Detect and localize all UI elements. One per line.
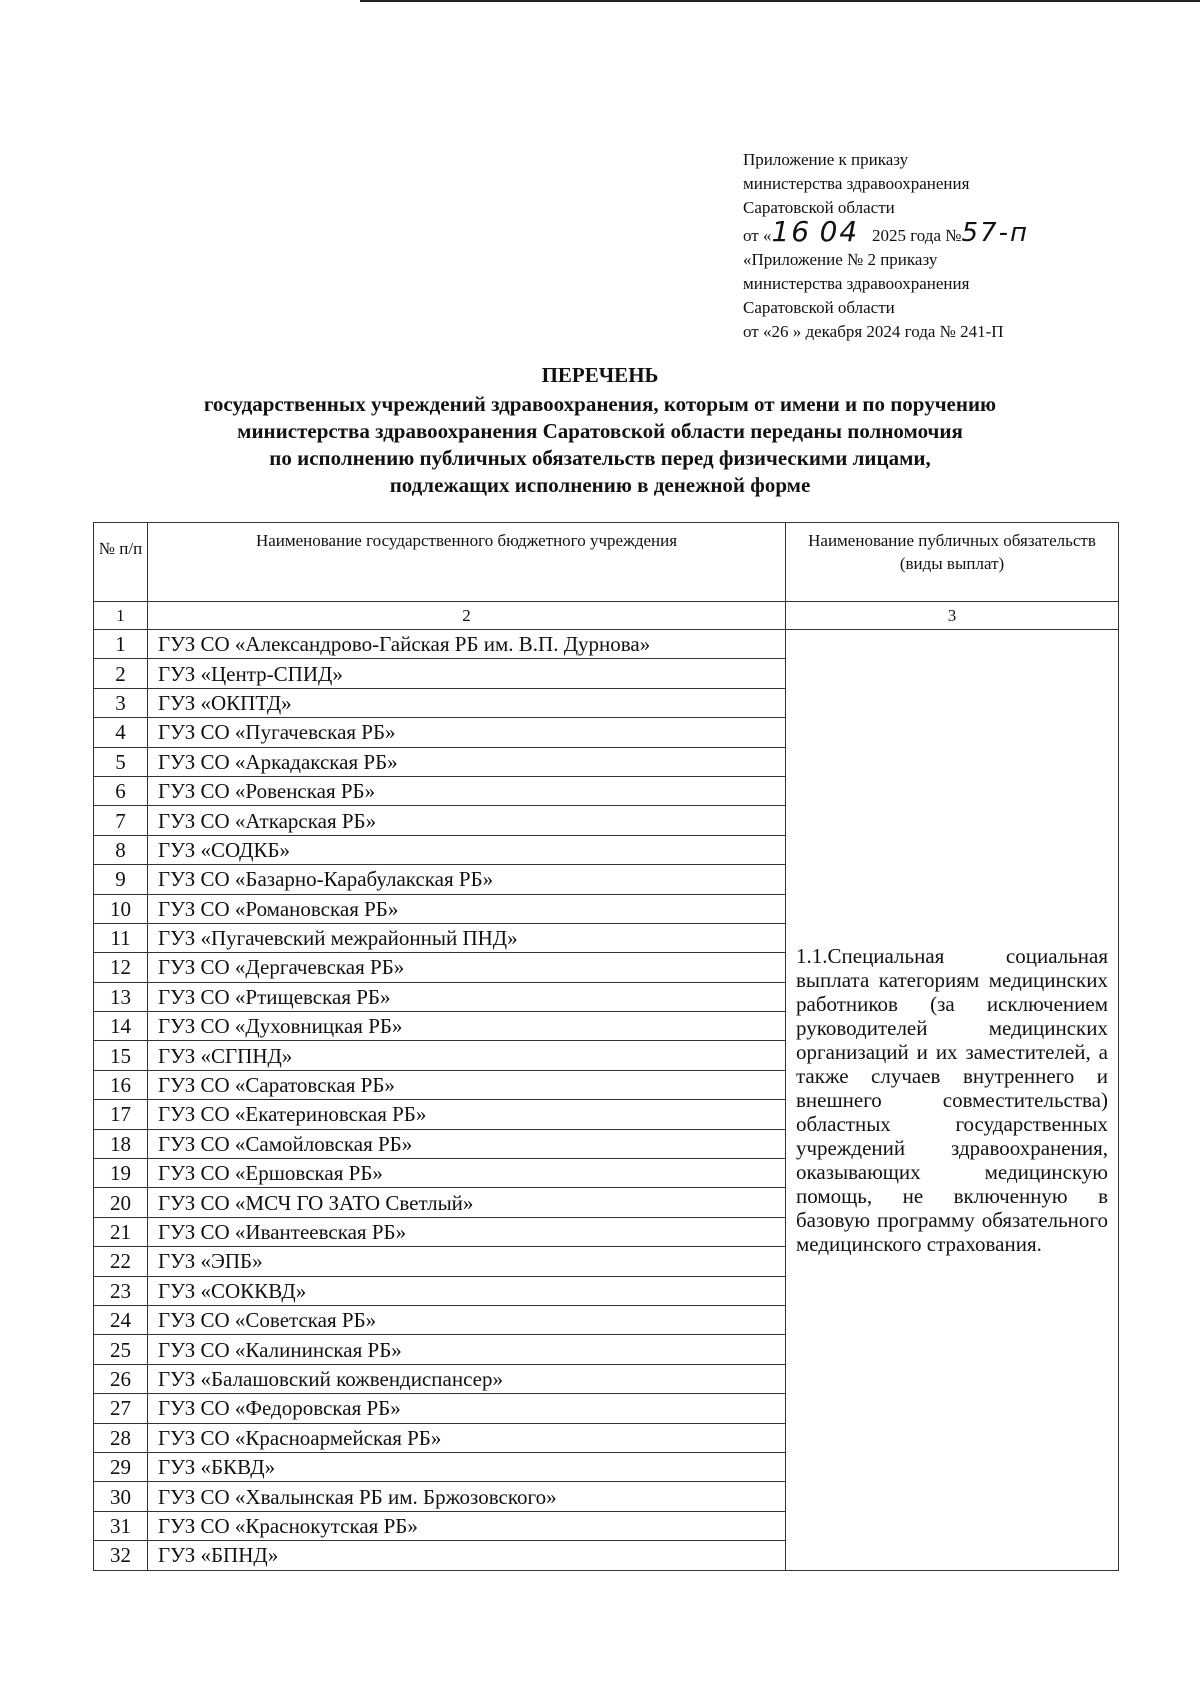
row-number: 26 bbox=[94, 1364, 148, 1393]
institution-name: ГУЗ СО «Ивантеевская РБ» bbox=[148, 1217, 786, 1246]
column-index: 3 bbox=[786, 602, 1119, 630]
obligation-description: 1.1.Специальная социальная выплата категориям медицинских работников (за исключением руководителей медицинских организаций и их заместителей, а также случаев внутреннего и внешнего совместительства) областных государственных учреждений здравоохранения, оказывающих медицинскую помощь, не включенную в базовую программу обязательного медицинского страхования. bbox=[786, 630, 1119, 1571]
row-number: 16 bbox=[94, 1070, 148, 1099]
institution-name: ГУЗ СО «Самойловская РБ» bbox=[148, 1129, 786, 1158]
institution-name: ГУЗ «БПНД» bbox=[148, 1541, 786, 1570]
institution-name: ГУЗ СО «Екатериновская РБ» bbox=[148, 1100, 786, 1129]
institution-name: ГУЗ «Балашовский кожвендиспансер» bbox=[148, 1364, 786, 1393]
row-number: 7 bbox=[94, 806, 148, 835]
date-prefix: от « bbox=[743, 226, 772, 245]
row-number: 9 bbox=[94, 865, 148, 894]
header-obligations: Наименование публичных обязательств (виды выплат) bbox=[786, 523, 1119, 602]
institution-name: ГУЗ СО «Аткарская РБ» bbox=[148, 806, 786, 835]
row-number: 23 bbox=[94, 1276, 148, 1305]
header-line: министерства здравоохранения bbox=[743, 274, 970, 293]
institution-name: ГУЗ СО «Ртищевская РБ» bbox=[148, 982, 786, 1011]
header-line: «Приложение № 2 приказу bbox=[743, 250, 938, 269]
table-row bbox=[94, 630, 1119, 659]
institution-name: ГУЗ СО «Саратовская РБ» bbox=[148, 1070, 786, 1099]
institution-name: ГУЗ «БКВД» bbox=[148, 1452, 786, 1481]
title-line: государственных учреждений здравоохранения, которым от имени и по поручению bbox=[203, 392, 997, 416]
row-number: 13 bbox=[94, 982, 148, 1011]
header-line: Саратовской области bbox=[743, 198, 895, 217]
row-number: 19 bbox=[94, 1159, 148, 1188]
institution-name: ГУЗ «Центр-СПИД» bbox=[148, 659, 786, 688]
row-number: 27 bbox=[94, 1394, 148, 1423]
row-number: 21 bbox=[94, 1217, 148, 1246]
row-number: 32 bbox=[94, 1541, 148, 1570]
row-number: 14 bbox=[94, 1012, 148, 1041]
appendix-header bbox=[743, 148, 1029, 344]
document-title bbox=[0, 362, 1200, 499]
header-num: № п/п bbox=[94, 523, 148, 602]
title-main: ПЕРЕЧЕНЬ bbox=[541, 363, 659, 387]
order-number-handwritten: 57-п bbox=[961, 218, 1029, 248]
header-line: министерства здравоохранения bbox=[743, 174, 970, 193]
institution-name: ГУЗ СО «Красноармейская РБ» bbox=[148, 1423, 786, 1452]
institution-name: ГУЗ СО «Духовницкая РБ» bbox=[148, 1012, 786, 1041]
row-number: 15 bbox=[94, 1041, 148, 1070]
header-date-line bbox=[743, 215, 1029, 248]
institution-name: ГУЗ «Пугачевский межрайонный ПНД» bbox=[148, 923, 786, 952]
row-number: 3 bbox=[94, 688, 148, 717]
institution-name: ГУЗ «СОДКБ» bbox=[148, 835, 786, 864]
date-month-handwritten: 04 bbox=[819, 215, 860, 248]
row-number: 29 bbox=[94, 1452, 148, 1481]
institution-name: ГУЗ СО «Ершовская РБ» bbox=[148, 1159, 786, 1188]
row-number: 22 bbox=[94, 1247, 148, 1276]
header-line: Приложение к приказу bbox=[743, 150, 909, 169]
row-number: 20 bbox=[94, 1188, 148, 1217]
row-number: 24 bbox=[94, 1305, 148, 1334]
header-line: от «26 » декабря 2024 года № 241-П bbox=[743, 322, 1004, 341]
row-number: 28 bbox=[94, 1423, 148, 1452]
row-number: 4 bbox=[94, 718, 148, 747]
institution-name: ГУЗ СО «Советская РБ» bbox=[148, 1305, 786, 1334]
date-day-handwritten: 16 bbox=[771, 215, 812, 248]
row-number: 5 bbox=[94, 747, 148, 776]
title-line: министерства здравоохранения Саратовской области переданы полномочия bbox=[237, 419, 963, 443]
institution-name: ГУЗ «СОККВД» bbox=[148, 1276, 786, 1305]
header-line: Саратовской области bbox=[743, 298, 895, 317]
institution-name: ГУЗ «ОКПТД» bbox=[148, 688, 786, 717]
institution-name: ГУЗ СО «Аркадакская РБ» bbox=[148, 747, 786, 776]
title-line: по исполнению публичных обязательств перед физическими лицами, bbox=[269, 446, 931, 470]
institution-name: ГУЗ «СГПНД» bbox=[148, 1041, 786, 1070]
row-number: 2 bbox=[94, 659, 148, 688]
column-index: 1 bbox=[94, 602, 148, 630]
institution-name: ГУЗ «ЭПБ» bbox=[148, 1247, 786, 1276]
row-number: 30 bbox=[94, 1482, 148, 1511]
institution-name: ГУЗ СО «МСЧ ГО ЗАТО Светлый» bbox=[148, 1188, 786, 1217]
row-number: 25 bbox=[94, 1335, 148, 1364]
row-number: 31 bbox=[94, 1511, 148, 1540]
row-number: 18 bbox=[94, 1129, 148, 1158]
row-number: 1 bbox=[94, 630, 148, 659]
header-name: Наименование государственного бюджетного учреждения bbox=[148, 523, 786, 602]
institution-name: ГУЗ СО «Дергачевская РБ» bbox=[148, 953, 786, 982]
institution-name: ГУЗ СО «Романовская РБ» bbox=[148, 894, 786, 923]
institution-name: ГУЗ СО «Ровенская РБ» bbox=[148, 776, 786, 805]
date-year: 2025 года № bbox=[872, 226, 962, 245]
institution-name: ГУЗ СО «Пугачевская РБ» bbox=[148, 718, 786, 747]
row-number: 17 bbox=[94, 1100, 148, 1129]
title-line: подлежащих исполнению в денежной форме bbox=[389, 473, 811, 497]
row-number: 11 bbox=[94, 923, 148, 952]
institution-name: ГУЗ СО «Калининская РБ» bbox=[148, 1335, 786, 1364]
institution-name: ГУЗ СО «Базарно-Карабулакская РБ» bbox=[148, 865, 786, 894]
institution-name: ГУЗ СО «Федоровская РБ» bbox=[148, 1394, 786, 1423]
row-number: 12 bbox=[94, 953, 148, 982]
row-number: 8 bbox=[94, 835, 148, 864]
row-number: 10 bbox=[94, 894, 148, 923]
institutions-table bbox=[93, 522, 1119, 1571]
row-number: 6 bbox=[94, 776, 148, 805]
institution-name: ГУЗ СО «Александрово-Гайская РБ им. В.П. Дурнова» bbox=[148, 630, 786, 659]
table-body bbox=[94, 630, 1119, 1571]
scan-top-border bbox=[360, 0, 1200, 2]
column-index: 2 bbox=[148, 602, 786, 630]
institution-name: ГУЗ СО «Краснокутская РБ» bbox=[148, 1511, 786, 1540]
institution-name: ГУЗ СО «Хвалынская РБ им. Бржозовского» bbox=[148, 1482, 786, 1511]
